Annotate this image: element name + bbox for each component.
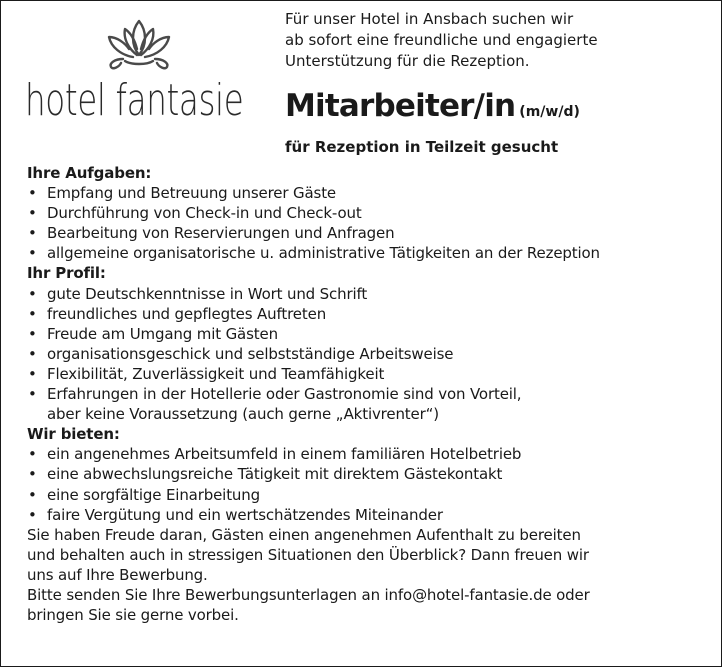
closing-line: und behalten auch in stressigen Situationen den Überblick? Dann freuen wir <box>27 545 589 564</box>
section-title-profile: Ihr Profil: <box>27 264 106 283</box>
list-item: • Freude am Umgang mit Gästen <box>27 324 717 344</box>
list-item: • Bearbeitung von Reservierungen und Anfragen <box>27 223 717 243</box>
list-item: • Erfahrungen in der Hotellerie oder Gastronomie sind von Vorteil, <box>27 384 717 404</box>
job-title <box>285 88 580 124</box>
section-title-tasks: Ihre Aufgaben: <box>27 164 152 182</box>
list-item-continuation: aber keine Voraussetzung (auch gerne „Aktivrenter“) <box>47 405 439 424</box>
job-details <box>27 163 717 625</box>
list-item: • eine sorgfältige Einarbeitung <box>27 485 717 505</box>
list-item: • allgemeine organisatorische u. administrative Tätigkeiten an der Rezeption <box>27 243 717 263</box>
job-title-gender: (m/w/d) <box>519 104 580 120</box>
list-item: • ein angenehmes Arbeitsumfeld in einem familiären Hotelbetrieb <box>27 444 717 464</box>
hotel-logo-wordmark: hotel fantasie <box>25 75 244 126</box>
closing-text <box>27 525 717 625</box>
intro-line: Für unser Hotel in Ansbach suchen wir <box>285 10 574 28</box>
list-item: • organisationsgeschick und selbstständige Arbeitsweise <box>27 344 717 364</box>
job-title-main: Mitarbeiter/in <box>285 88 516 124</box>
offer-list <box>27 444 717 524</box>
closing-line: Sie haben Freude daran, Gästen einen angenehmen Aufenthalt zu bereiten <box>27 525 581 544</box>
closing-line: Bitte senden Sie Ihre Bewerbungsunterlagen an info@hotel-fantasie.de oder <box>27 585 590 604</box>
job-subtitle: für Rezeption in Teilzeit gesucht <box>285 138 559 156</box>
closing-line: uns auf Ihre Bewerbung. <box>27 565 208 584</box>
list-item: • Durchführung von Check-in und Check-out <box>27 203 717 223</box>
list-item: • Flexibilität, Zuverlässigkeit und Teamfähigkeit <box>27 364 717 384</box>
intro-text <box>285 9 598 72</box>
list-item: • Empfang und Betreuung unserer Gäste <box>27 183 717 203</box>
intro-line: Unterstützung für die Rezeption. <box>285 52 530 70</box>
list-item: • gute Deutschkenntnisse in Wort und Schrift <box>27 284 717 304</box>
profile-list <box>27 284 717 405</box>
list-item: • eine abwechslungsreiche Tätigkeit mit direktem Gästekontakt <box>27 464 717 484</box>
closing-line: bringen Sie sie gerne vorbei. <box>27 606 239 625</box>
tasks-list <box>27 183 717 263</box>
lotus-flower-icon <box>101 15 177 71</box>
section-title-offer: Wir bieten: <box>27 425 120 444</box>
list-item: • freundliches und gepflegtes Auftreten <box>27 304 717 324</box>
intro-line: ab sofort eine freundliche und engagierte <box>285 31 598 49</box>
list-item: • faire Vergütung und ein wertschätzendes Miteinander <box>27 505 717 525</box>
